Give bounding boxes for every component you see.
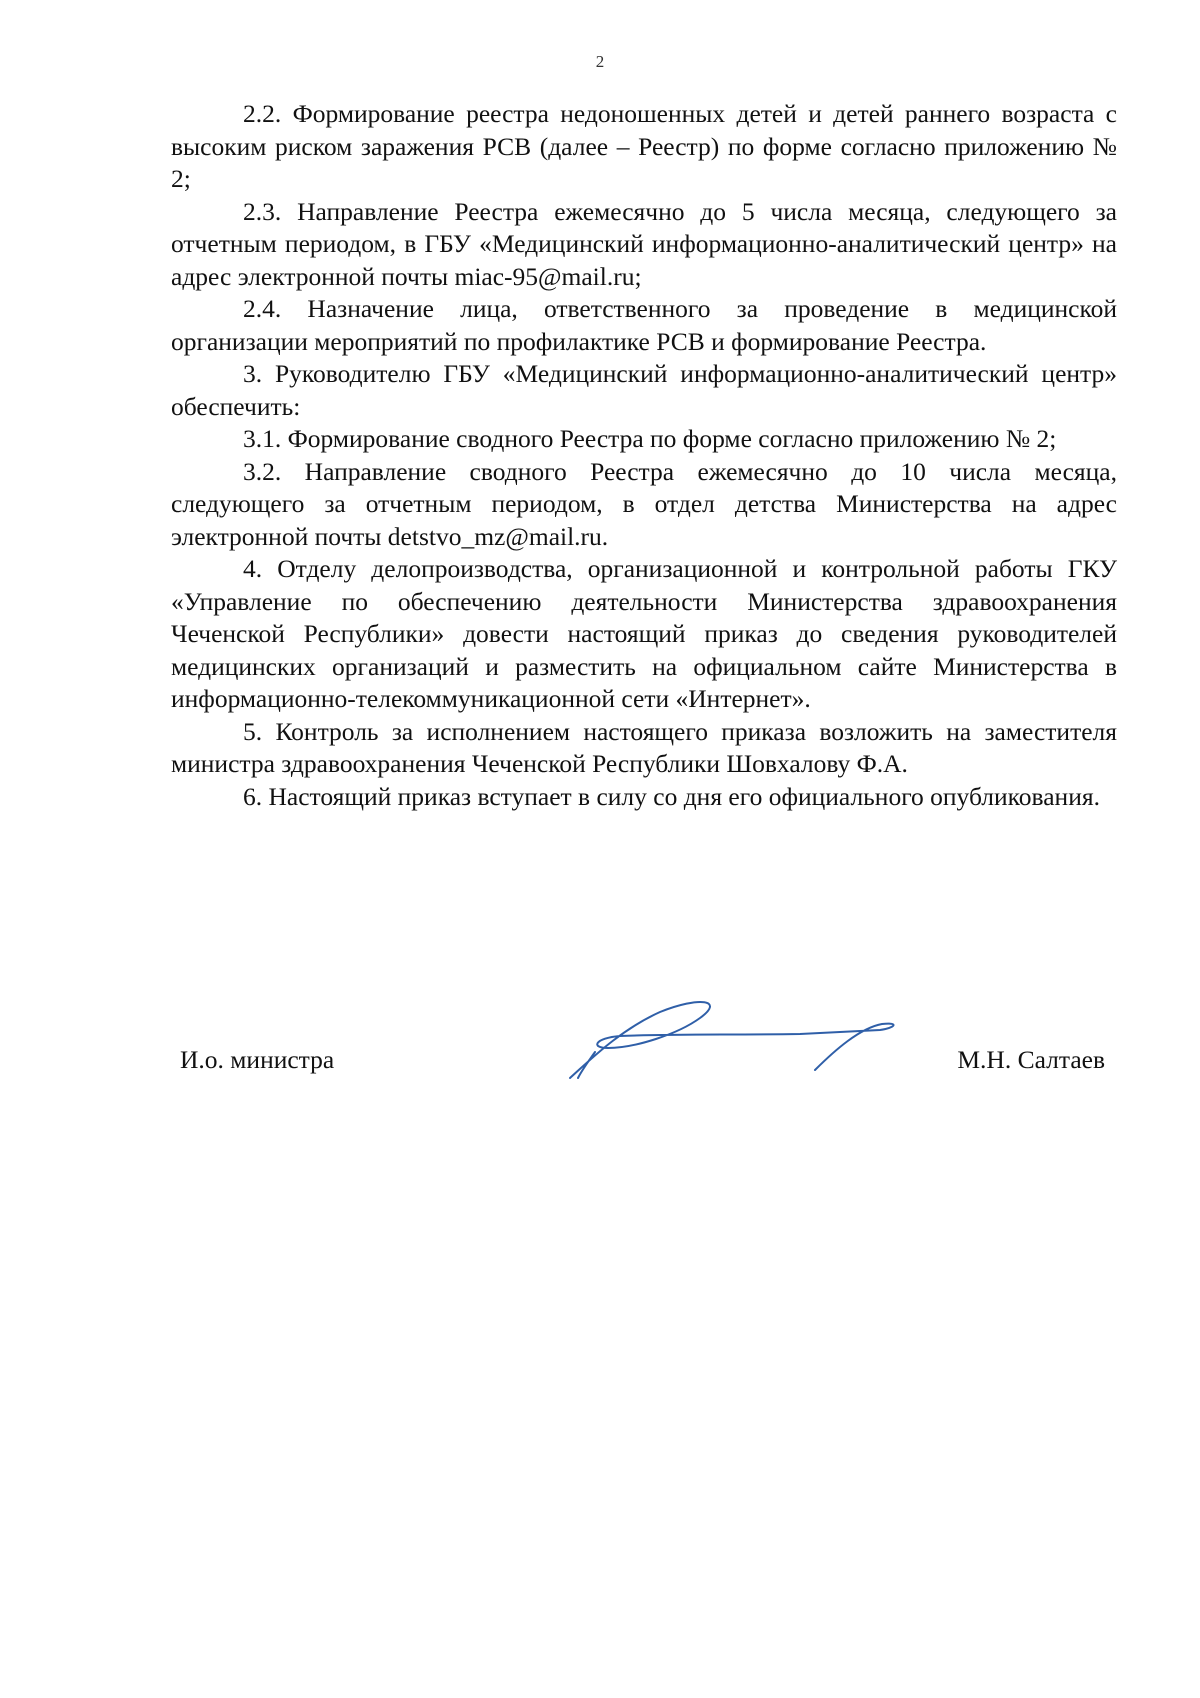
signature-block xyxy=(0,1045,1200,1105)
paragraph-3: 3. Руководителю ГБУ «Медицинский информационно-аналитический центр» обеспечить: xyxy=(171,359,1117,421)
page-number: 2 xyxy=(595,52,605,71)
paragraph-2-3: 2.3. Направление Реестра ежемесячно до 5 числа месяца, следующего за отчетным периодом, в ГБУ «Медицинский информационно-аналитический центр» на адрес электронной почты miac-95@mail.ru; xyxy=(171,196,1117,291)
paragraph-5: 5. Контроль за исполнением настоящего приказа возложить на заместителя министра здравоохранения Чеченской Республики Шовхалову Ф.А. xyxy=(171,716,1117,778)
signatory-title: И.о. министра xyxy=(180,1045,335,1074)
paragraph-2-4: 2.4. Назначение лица, ответственного за проведение в медицинской организации мероприятий по профилактике РСВ и формирование Реестра. xyxy=(171,294,1117,356)
paragraph-6: 6. Настоящий приказ вступает в силу со дня его официального опубликования. xyxy=(243,781,1100,811)
paragraph-2-2: 2.2. Формирование реестра недоношенных детей и детей раннего возраста с высоким риском заражения РСВ (далее – Реестр) по форме согласно приложению № 2; xyxy=(171,99,1117,193)
document-body xyxy=(171,98,1117,813)
signatory-name: М.Н. Салтаев xyxy=(957,1045,1105,1074)
paragraph-4: 4. Отделу делопроизводства, организационной и контрольной работы ГКУ «Управление по обеспечению деятельности Министерства здравоохранения Чеченской Республики» довести настоящий приказ до сведения руководителей медицинских организаций и разместить на официальном сайте Министерства в информационно-телекоммуникационной сети «Интернет». xyxy=(171,554,1117,713)
paragraph-3-1: 3.1. Формирование сводного Реестра по форме согласно приложению № 2; xyxy=(243,424,1057,453)
paragraph-3-2: 3.2. Направление сводного Реестра ежемесячно до 10 числа месяца, следующего за отчетным периодом, в отдел детства Министерства на адрес электронной почты detstvo_mz@mail.ru. xyxy=(171,456,1117,551)
